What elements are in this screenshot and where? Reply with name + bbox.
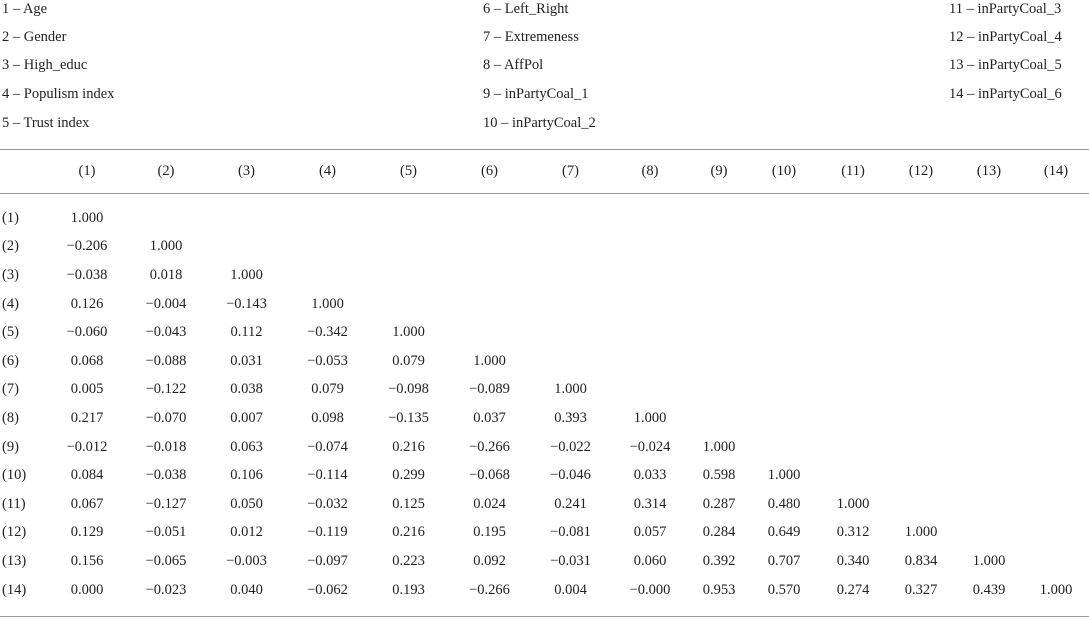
row-label: (14) — [2, 581, 27, 598]
row-label: (13) — [2, 552, 27, 569]
correlation-cell: −0.003 — [226, 552, 267, 569]
empty-cell — [955, 376, 1023, 405]
correlation-cell: 0.649 — [767, 524, 801, 541]
table-row — [0, 461, 1089, 490]
correlation-cell: 0.480 — [767, 495, 801, 512]
empty-cell — [819, 318, 887, 347]
row-label: (1) — [2, 209, 19, 226]
correlation-cell: −0.089 — [469, 381, 510, 398]
table-row — [0, 347, 1089, 376]
correlation-cell: 0.079 — [311, 381, 344, 398]
correlation-cell: 1.000 — [1039, 581, 1073, 598]
legend-item: 11 – inPartyCoal_3 — [949, 1, 1062, 17]
empty-cell — [887, 204, 955, 233]
correlation-cell: −0.065 — [145, 552, 187, 569]
row-label: (12) — [2, 524, 27, 541]
column-header: (3) — [238, 162, 255, 179]
table-row — [0, 433, 1089, 462]
correlation-cell: 0.392 — [702, 552, 736, 569]
correlation-cell: 1.000 — [904, 524, 938, 541]
empty-cell — [955, 261, 1023, 290]
empty-cell — [611, 376, 689, 405]
table-row — [0, 204, 1089, 233]
correlation-cell: −0.046 — [550, 467, 591, 484]
empty-cell — [368, 233, 449, 262]
correlation-cell: 1.000 — [836, 495, 870, 512]
correlation-cell: 0.012 — [230, 524, 263, 541]
correlation-cell: 0.098 — [311, 409, 344, 426]
empty-cell — [819, 461, 887, 490]
correlation-cell: 0.068 — [70, 352, 104, 369]
correlation-cell: −0.127 — [145, 495, 187, 512]
correlation-cell: 1.000 — [70, 209, 104, 226]
table-row — [0, 519, 1089, 548]
correlation-cell: 0.057 — [633, 524, 667, 541]
empty-cell — [287, 204, 368, 233]
column-header: (5) — [400, 162, 417, 179]
correlation-cell: −0.068 — [469, 467, 510, 484]
legend-item: 4 – Populism index — [2, 86, 115, 102]
column-header: (13) — [976, 162, 1002, 179]
empty-cell — [955, 290, 1023, 319]
correlation-cell: 0.953 — [702, 581, 736, 598]
correlation-cell: −0.074 — [307, 438, 348, 455]
empty-cell — [126, 204, 206, 233]
empty-cell — [819, 204, 887, 233]
empty-cell — [1023, 519, 1089, 548]
empty-cell — [819, 290, 887, 319]
table-row — [0, 233, 1089, 262]
table-row — [0, 404, 1089, 433]
empty-cell — [689, 290, 749, 319]
correlation-cell: 0.031 — [230, 352, 263, 369]
table-row — [0, 261, 1089, 290]
empty-cell — [819, 433, 887, 462]
correlation-cell: −0.043 — [145, 324, 187, 341]
correlation-cell: −0.062 — [307, 581, 348, 598]
legend-item: 3 – High_educ — [2, 57, 88, 73]
correlation-cell: −0.097 — [307, 552, 348, 569]
empty-cell — [819, 404, 887, 433]
correlation-cell: 0.037 — [473, 409, 506, 426]
empty-cell — [1023, 433, 1089, 462]
empty-cell — [1023, 547, 1089, 576]
legend-item: 9 – inPartyCoal_1 — [483, 86, 589, 102]
empty-cell — [887, 404, 955, 433]
column-header: (12) — [908, 162, 934, 179]
correlation-cell: 0.033 — [633, 467, 667, 484]
correlation-cell: 1.000 — [767, 467, 801, 484]
table-row — [0, 547, 1089, 576]
empty-cell — [530, 347, 611, 376]
legend-item: 12 – inPartyCoal_4 — [949, 29, 1062, 45]
correlation-cell: 1.000 — [311, 295, 344, 312]
column-header: (2) — [157, 162, 175, 179]
empty-cell — [611, 204, 689, 233]
legend-item: 10 – inPartyCoal_2 — [483, 115, 596, 131]
correlation-cell: 0.217 — [70, 409, 104, 426]
empty-cell — [955, 433, 1023, 462]
correlation-cell: 0.063 — [230, 438, 263, 455]
correlation-cell: −0.342 — [307, 324, 348, 341]
correlation-cell: −0.051 — [145, 524, 187, 541]
correlation-cell: 1.000 — [392, 324, 425, 341]
correlation-cell: 0.312 — [836, 524, 870, 541]
empty-cell — [689, 233, 749, 262]
correlation-cell: −0.018 — [145, 438, 187, 455]
correlation-cell: −0.081 — [550, 524, 591, 541]
correlation-cell: 0.024 — [473, 495, 506, 512]
empty-cell — [955, 461, 1023, 490]
row-label: (8) — [2, 409, 19, 426]
correlation-cell: −0.023 — [145, 581, 187, 598]
empty-cell — [611, 347, 689, 376]
empty-cell — [530, 318, 611, 347]
correlation-cell: −0.070 — [145, 409, 187, 426]
empty-cell — [819, 376, 887, 405]
row-label: (6) — [2, 352, 19, 369]
empty-cell — [368, 290, 449, 319]
legend-item: 1 – Age — [2, 1, 48, 17]
correlation-cell: 0.038 — [230, 381, 263, 398]
correlation-cell: 0.007 — [230, 409, 263, 426]
empty-cell — [368, 204, 449, 233]
correlation-cell: −0.032 — [307, 495, 348, 512]
empty-cell — [530, 261, 611, 290]
empty-cell — [206, 233, 287, 262]
empty-cell — [449, 290, 530, 319]
legend-item: 7 – Extremeness — [483, 29, 579, 45]
row-label: (5) — [2, 324, 19, 341]
correlation-cell: 0.598 — [702, 467, 736, 484]
empty-cell — [1023, 290, 1089, 319]
correlation-cell: 0.050 — [230, 495, 263, 512]
correlation-cell: −0.022 — [550, 438, 591, 455]
column-header: (1) — [78, 162, 96, 179]
empty-cell — [749, 433, 819, 462]
correlation-cell: 0.079 — [392, 352, 425, 369]
correlation-cell: 0.156 — [70, 552, 104, 569]
empty-cell — [955, 233, 1023, 262]
correlation-cell: −0.266 — [469, 581, 510, 598]
empty-cell — [749, 233, 819, 262]
empty-cell — [749, 404, 819, 433]
empty-cell — [1023, 376, 1089, 405]
correlation-cell: −0.206 — [66, 238, 108, 255]
correlation-cell: 0.570 — [767, 581, 801, 598]
correlation-cell: 0.004 — [554, 581, 587, 598]
table-row — [0, 576, 1089, 605]
column-header: (9) — [710, 162, 728, 179]
empty-cell — [530, 204, 611, 233]
empty-cell — [955, 204, 1023, 233]
correlation-cell: 1.000 — [633, 409, 667, 426]
empty-cell — [955, 347, 1023, 376]
correlation-cell: 0.092 — [473, 552, 506, 569]
column-header: (7) — [562, 162, 579, 179]
correlation-cell: −0.053 — [307, 352, 348, 369]
empty-cell — [530, 290, 611, 319]
correlation-cell: 0.216 — [392, 524, 425, 541]
correlation-cell: 0.125 — [392, 495, 425, 512]
empty-cell — [1023, 461, 1089, 490]
table-row — [0, 490, 1089, 519]
table-row — [0, 318, 1089, 347]
empty-cell — [749, 261, 819, 290]
column-header: (6) — [481, 162, 498, 179]
empty-cell — [611, 318, 689, 347]
empty-cell — [449, 261, 530, 290]
empty-cell — [1023, 233, 1089, 262]
empty-cell — [955, 519, 1023, 548]
row-label: (7) — [2, 381, 19, 398]
empty-cell — [749, 290, 819, 319]
empty-cell — [749, 204, 819, 233]
legend-item: 14 – inPartyCoal_6 — [949, 86, 1062, 102]
empty-cell — [887, 433, 955, 462]
empty-cell — [689, 347, 749, 376]
correlation-cell: 0.129 — [70, 524, 104, 541]
row-label: (3) — [2, 266, 19, 283]
correlation-cell: 0.060 — [633, 552, 667, 569]
empty-cell — [287, 261, 368, 290]
row-label: (4) — [2, 295, 19, 312]
correlation-cell: 0.340 — [836, 552, 870, 569]
legend-item: 2 – Gender — [2, 29, 67, 45]
empty-cell — [749, 376, 819, 405]
legend-item: 13 – inPartyCoal_5 — [949, 57, 1062, 73]
empty-cell — [955, 318, 1023, 347]
correlation-cell: −0.060 — [66, 324, 108, 341]
empty-cell — [1023, 404, 1089, 433]
table-header — [0, 150, 1089, 192]
variable-legend — [0, 0, 1089, 140]
correlation-cell: 0.284 — [702, 524, 736, 541]
correlation-cell: 0.195 — [473, 524, 506, 541]
empty-cell — [689, 404, 749, 433]
correlation-cell: 0.299 — [392, 467, 425, 484]
correlation-cell: 1.000 — [149, 238, 183, 255]
empty-cell — [887, 233, 955, 262]
correlation-cell: 0.106 — [230, 467, 263, 484]
correlation-cell: 0.393 — [554, 409, 587, 426]
table-body — [0, 192, 1089, 604]
column-header: (14) — [1043, 162, 1069, 179]
empty-cell — [887, 261, 955, 290]
correlation-cell: 0.287 — [702, 495, 736, 512]
correlation-cell: 0.126 — [70, 295, 104, 312]
empty-cell — [819, 233, 887, 262]
empty-cell — [887, 376, 955, 405]
correlation-cell: −0.135 — [388, 409, 429, 426]
empty-cell — [689, 376, 749, 405]
row-label: (10) — [2, 467, 27, 484]
correlation-cell: 0.084 — [70, 467, 104, 484]
correlation-cell: 0.040 — [230, 581, 263, 598]
correlation-cell: −0.012 — [66, 438, 108, 455]
empty-cell — [749, 318, 819, 347]
correlation-cell: −0.143 — [226, 295, 267, 312]
correlation-cell: 0.000 — [70, 581, 104, 598]
table-row — [0, 376, 1089, 405]
empty-cell — [887, 461, 955, 490]
correlation-cell: −0.038 — [145, 467, 187, 484]
correlation-cell: −0.114 — [307, 467, 348, 484]
column-header: (11) — [841, 162, 865, 179]
empty-cell — [819, 347, 887, 376]
correlation-table — [0, 150, 1089, 604]
empty-cell — [1023, 318, 1089, 347]
empty-cell — [689, 204, 749, 233]
correlation-cell: 0.327 — [904, 581, 938, 598]
empty-cell — [1023, 204, 1089, 233]
bottom-rule — [0, 616, 1089, 617]
empty-cell — [530, 233, 611, 262]
empty-cell — [611, 261, 689, 290]
empty-cell — [1023, 261, 1089, 290]
empty-cell — [819, 261, 887, 290]
correlation-cell: 0.834 — [904, 552, 938, 569]
row-label: (2) — [2, 238, 19, 255]
correlation-cell: 1.000 — [554, 381, 587, 398]
empty-cell — [955, 490, 1023, 519]
empty-cell — [611, 290, 689, 319]
correlation-cell: 0.241 — [554, 495, 587, 512]
correlation-cell: −0.024 — [629, 438, 671, 455]
correlation-cell: 1.000 — [972, 552, 1006, 569]
table-row — [0, 290, 1089, 319]
empty-cell — [689, 261, 749, 290]
column-header: (4) — [319, 162, 336, 179]
empty-cell — [689, 318, 749, 347]
row-label: (9) — [2, 438, 19, 455]
correlation-cell: −0.004 — [145, 295, 187, 312]
correlation-cell: 0.112 — [230, 324, 263, 341]
correlation-cell: 0.005 — [70, 381, 104, 398]
correlation-cell: −0.038 — [66, 266, 108, 283]
row-label: (11) — [2, 495, 26, 512]
spacer-row — [0, 192, 1089, 204]
empty-cell — [449, 233, 530, 262]
correlation-cell: −0.266 — [469, 438, 510, 455]
legend-item: 6 – Left_Right — [483, 1, 569, 17]
empty-cell — [287, 233, 368, 262]
correlation-cell: 1.000 — [230, 266, 263, 283]
legend-item: 8 – AffPol — [483, 57, 544, 73]
correlation-cell: −0.098 — [388, 381, 429, 398]
correlation-cell: −0.031 — [550, 552, 591, 569]
empty-cell — [206, 204, 287, 233]
correlation-cell: 1.000 — [473, 352, 506, 369]
corner-cell — [0, 150, 48, 192]
empty-cell — [449, 204, 530, 233]
empty-cell — [955, 404, 1023, 433]
empty-cell — [887, 290, 955, 319]
correlation-cell: 0.314 — [633, 495, 667, 512]
column-header: (8) — [641, 162, 659, 179]
legend-item: 5 – Trust index — [2, 115, 90, 131]
empty-cell — [368, 261, 449, 290]
empty-cell — [887, 347, 955, 376]
correlation-cell: 0.216 — [392, 438, 425, 455]
empty-cell — [449, 318, 530, 347]
correlation-cell: −0.119 — [307, 524, 348, 541]
empty-cell — [887, 318, 955, 347]
correlation-cell: 0.193 — [392, 581, 425, 598]
empty-cell — [887, 490, 955, 519]
correlation-cell: −0.122 — [145, 381, 187, 398]
correlation-cell: −0.000 — [629, 581, 671, 598]
empty-cell — [1023, 347, 1089, 376]
correlation-cell: 0.018 — [149, 266, 183, 283]
column-header: (10) — [771, 162, 797, 179]
empty-cell — [611, 233, 689, 262]
empty-cell — [1023, 490, 1089, 519]
correlation-cell: 0.067 — [70, 495, 104, 512]
correlation-cell: 0.439 — [972, 581, 1006, 598]
correlation-cell: 0.223 — [392, 552, 425, 569]
empty-cell — [749, 347, 819, 376]
correlation-cell: 1.000 — [702, 438, 736, 455]
correlation-cell: −0.088 — [145, 352, 187, 369]
correlation-cell: 0.707 — [767, 552, 801, 569]
correlation-cell: 0.274 — [836, 581, 870, 598]
